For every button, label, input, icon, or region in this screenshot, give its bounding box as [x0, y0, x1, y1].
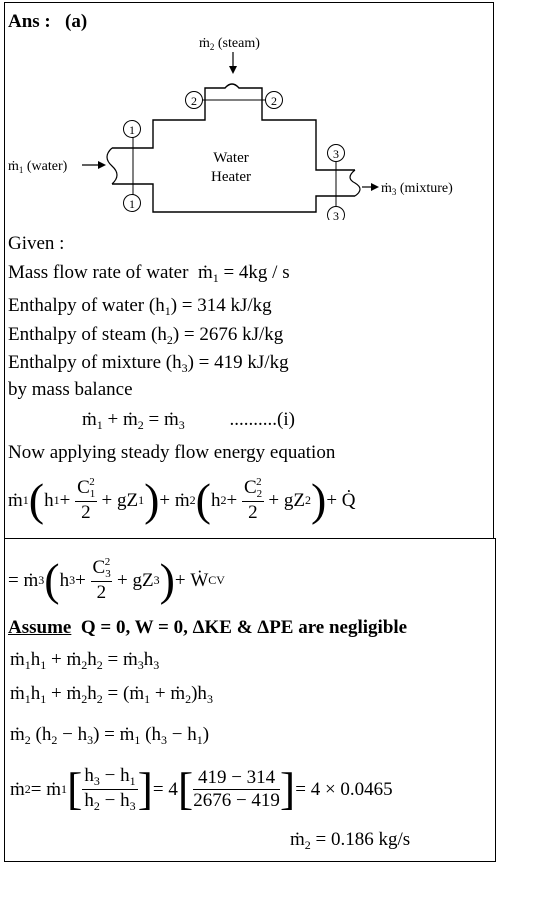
- node-3-bottom: [328, 207, 345, 221]
- heater-label-1: Water: [213, 150, 249, 166]
- enthalpy-steam: Enthalpy of steam $(h_2) = 2676$ kJ/kg: [8, 324, 284, 347]
- node-2-left: [186, 92, 203, 109]
- given-title: Given :: [8, 233, 65, 254]
- eq-rearranged: ṁ$_2$ $(h_2 - h_3)$ = ṁ$_1$ $(h_3 - h_1)$: [10, 724, 210, 747]
- eq-substituted: $ṁ_1h_1$ + $ṁ_2h_2$ = (ṁ$_1$ + $ṁ_2)h_3$: [10, 683, 213, 706]
- svg-text:2: 2: [191, 94, 197, 108]
- svg-text:2: 2: [271, 94, 277, 108]
- enthalpy-water: Enthalpy of water $(h_1) = 314$ kJ/kg: [8, 295, 272, 318]
- node-2-right: [266, 92, 283, 109]
- water-heater-diagram: [0, 30, 546, 220]
- svg-text:3: 3: [333, 209, 339, 220]
- sfee-label: Now applying steady flow energy equation: [8, 442, 336, 463]
- final-result: ṁ$_2$ = 0.186 kg/s: [290, 829, 411, 852]
- water-label: ṁ$_1$ (water): [8, 159, 68, 175]
- eq-energy-balance: $ṁ_1h_1$ + $ṁ_2h_2$ = $ṁ_3h_3$: [10, 649, 160, 672]
- svg-text:1: 1: [129, 123, 135, 137]
- sfee-eq-2: = ṁ 3 ( h 3 + $\frac{C_3^2}{2}$ + gZ 3 ) + Ẇ CV: [8, 554, 225, 605]
- enthalpy-mixture: Enthalpy of mixture $(h_3) = 419$ kJ/kg: [8, 352, 289, 375]
- eq-m2-calc: ṁ 2 = ṁ 1 [ $\frac{h_3 - h_1}{h_2 - h_3}$ ] = 4 [ $\frac{419 - 314}{2676 - 419}$ ] = 4 × 0.0465: [10, 763, 393, 814]
- assume-line: Assume Q = 0, W = 0, ΔKE & ΔPE are negligible: [8, 617, 408, 638]
- mass-balance-eq: ṁ$_1$ + ṁ$_2$ = ṁ$_3$ ..........(i): [82, 409, 295, 432]
- node-1-bottom: [124, 195, 141, 212]
- svg-text:3: 3: [333, 147, 339, 161]
- mass-balance-label: by mass balance: [8, 379, 133, 400]
- node-1-top: [124, 121, 141, 138]
- mass-flow-line: Mass flow rate of water ṁ$_1$ = 4kg / s: [8, 262, 290, 285]
- steam-label: ṁ$_2$ (steam): [199, 36, 260, 52]
- sfee-eq-1: ṁ 1 ( h 1 + $\frac{C_1^2}{2}$ + gZ 1 ) + ṁ 2 ( h 2 + $\frac{C_2^2}{2}$ + gZ 2 ) + Q̇: [8, 474, 356, 525]
- heater-label-2: Heater: [211, 169, 251, 185]
- mixture-label: ṁ$_3$ (mixture): [381, 181, 453, 197]
- svg-text:1: 1: [129, 197, 135, 211]
- node-3-top: [328, 145, 345, 162]
- answer-label: Ans : (a): [8, 11, 88, 32]
